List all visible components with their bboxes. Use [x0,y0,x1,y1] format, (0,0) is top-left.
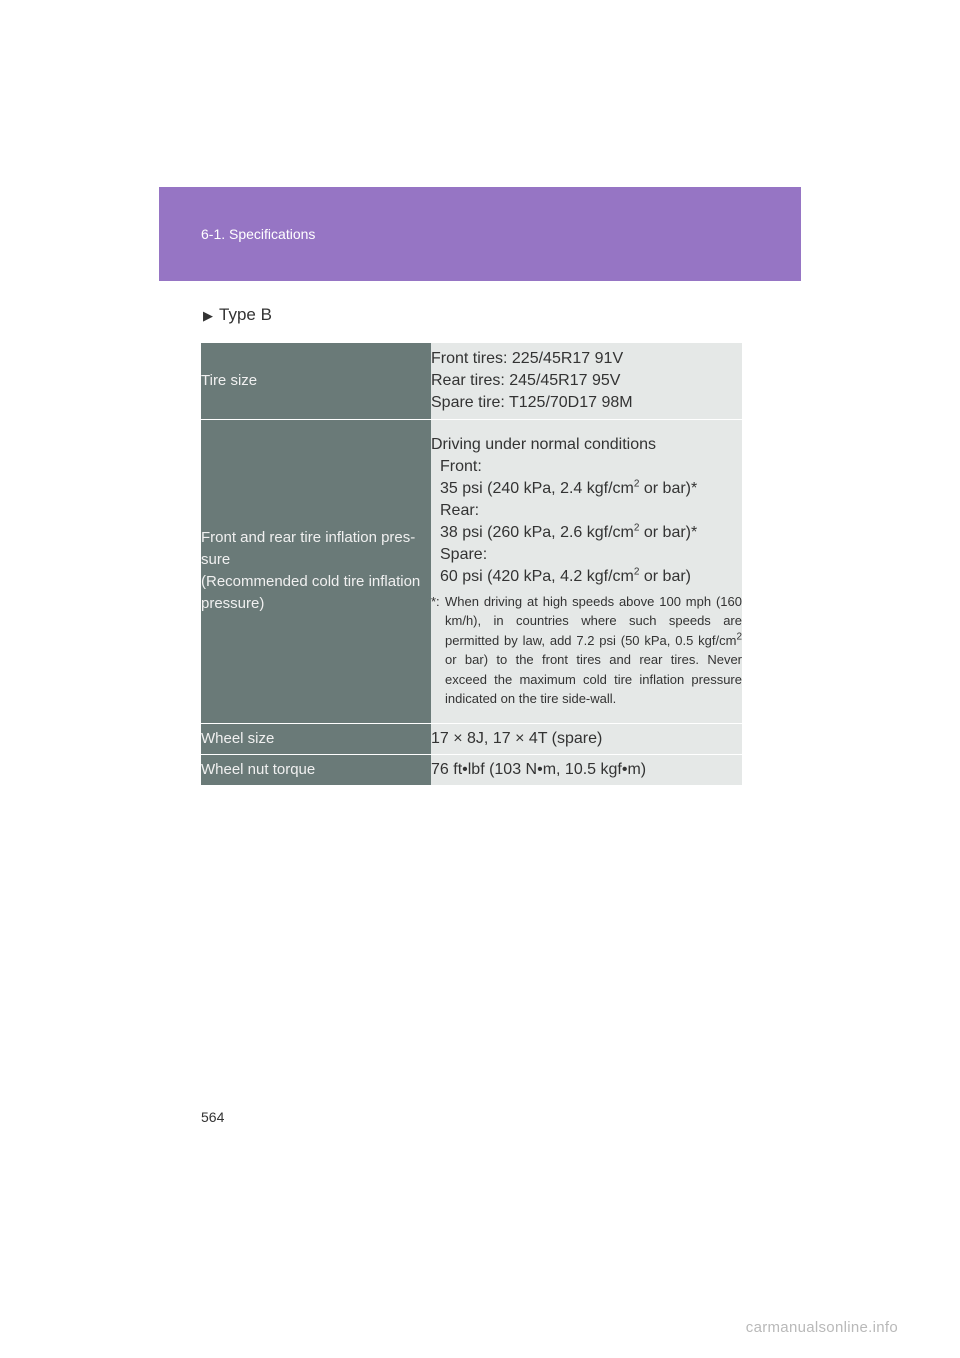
page-number: 564 [201,1109,225,1125]
normal-conditions-text: Driving under normal conditions [431,435,656,453]
high-speed-footnote [431,592,742,709]
wheel-nut-torque-value: 76 ft•lbf (103 N•m, 10.5 kgf•m) [431,754,742,785]
tire-size-label: Tire size [201,343,431,419]
rear-tires-line: Rear tires: 245/45R17 95V [431,371,621,389]
front-pressure-label: Front: [440,457,482,475]
inflation-label: Front and rear tire inflation pres- sure (Recommended cold tire inflation pressure) [201,419,431,723]
front-pressure-value: 35 psi (240 kPa, 2.4 kgf/$cm^2$ or bar)* [440,478,698,497]
tire-size-value [431,343,742,419]
table-row-tire-size [201,343,742,419]
inflation-value [431,419,742,723]
rear-pressure-value: 38 psi (260 kPa, 2.6 kgf/$cm^2$ or bar)* [440,522,698,541]
watermark: carmanualsonline.info [745,1319,898,1336]
header-band [159,187,801,281]
footnote-mark: *: [431,593,440,609]
wheel-nut-torque-label: Wheel nut torque [201,754,431,785]
section-label: 6-1. Specifications [201,226,316,242]
rear-pressure-label: Rear: [440,501,480,519]
footnote-text: When driving at high speeds above 100 mph (160 km/h), in countries where such speeds are permitted by law, add 7.2 psi (50 kPa, 0.5 kgf/$cm^2$ or bar) to the front tires and rear tires. Never exceed the maximum cold tire inflation pressure indicated on the tire side-wall. [445,593,742,706]
spare-tire-line: Spare tire: T125/70D17 98M [431,393,633,411]
type-heading-text: Type B [219,305,272,324]
triangle-bullet-icon: ▶ [203,308,213,323]
type-heading [203,305,272,325]
table-row-inflation [201,419,742,723]
wheel-size-label: Wheel size [201,723,431,754]
specifications-table [201,343,742,786]
front-tires-line: Front tires: 225/45R17 91V [431,349,624,367]
spare-pressure-value: 60 psi (420 kPa, 4.2 kgf/$cm^2$ or bar) [440,566,692,585]
wheel-size-value: 17 × 8J, 17 × 4T (spare) [431,723,742,754]
spare-pressure-label: Spare: [440,545,488,563]
table-row-wheel-size [201,723,742,754]
table-row-wheel-nut-torque [201,754,742,785]
